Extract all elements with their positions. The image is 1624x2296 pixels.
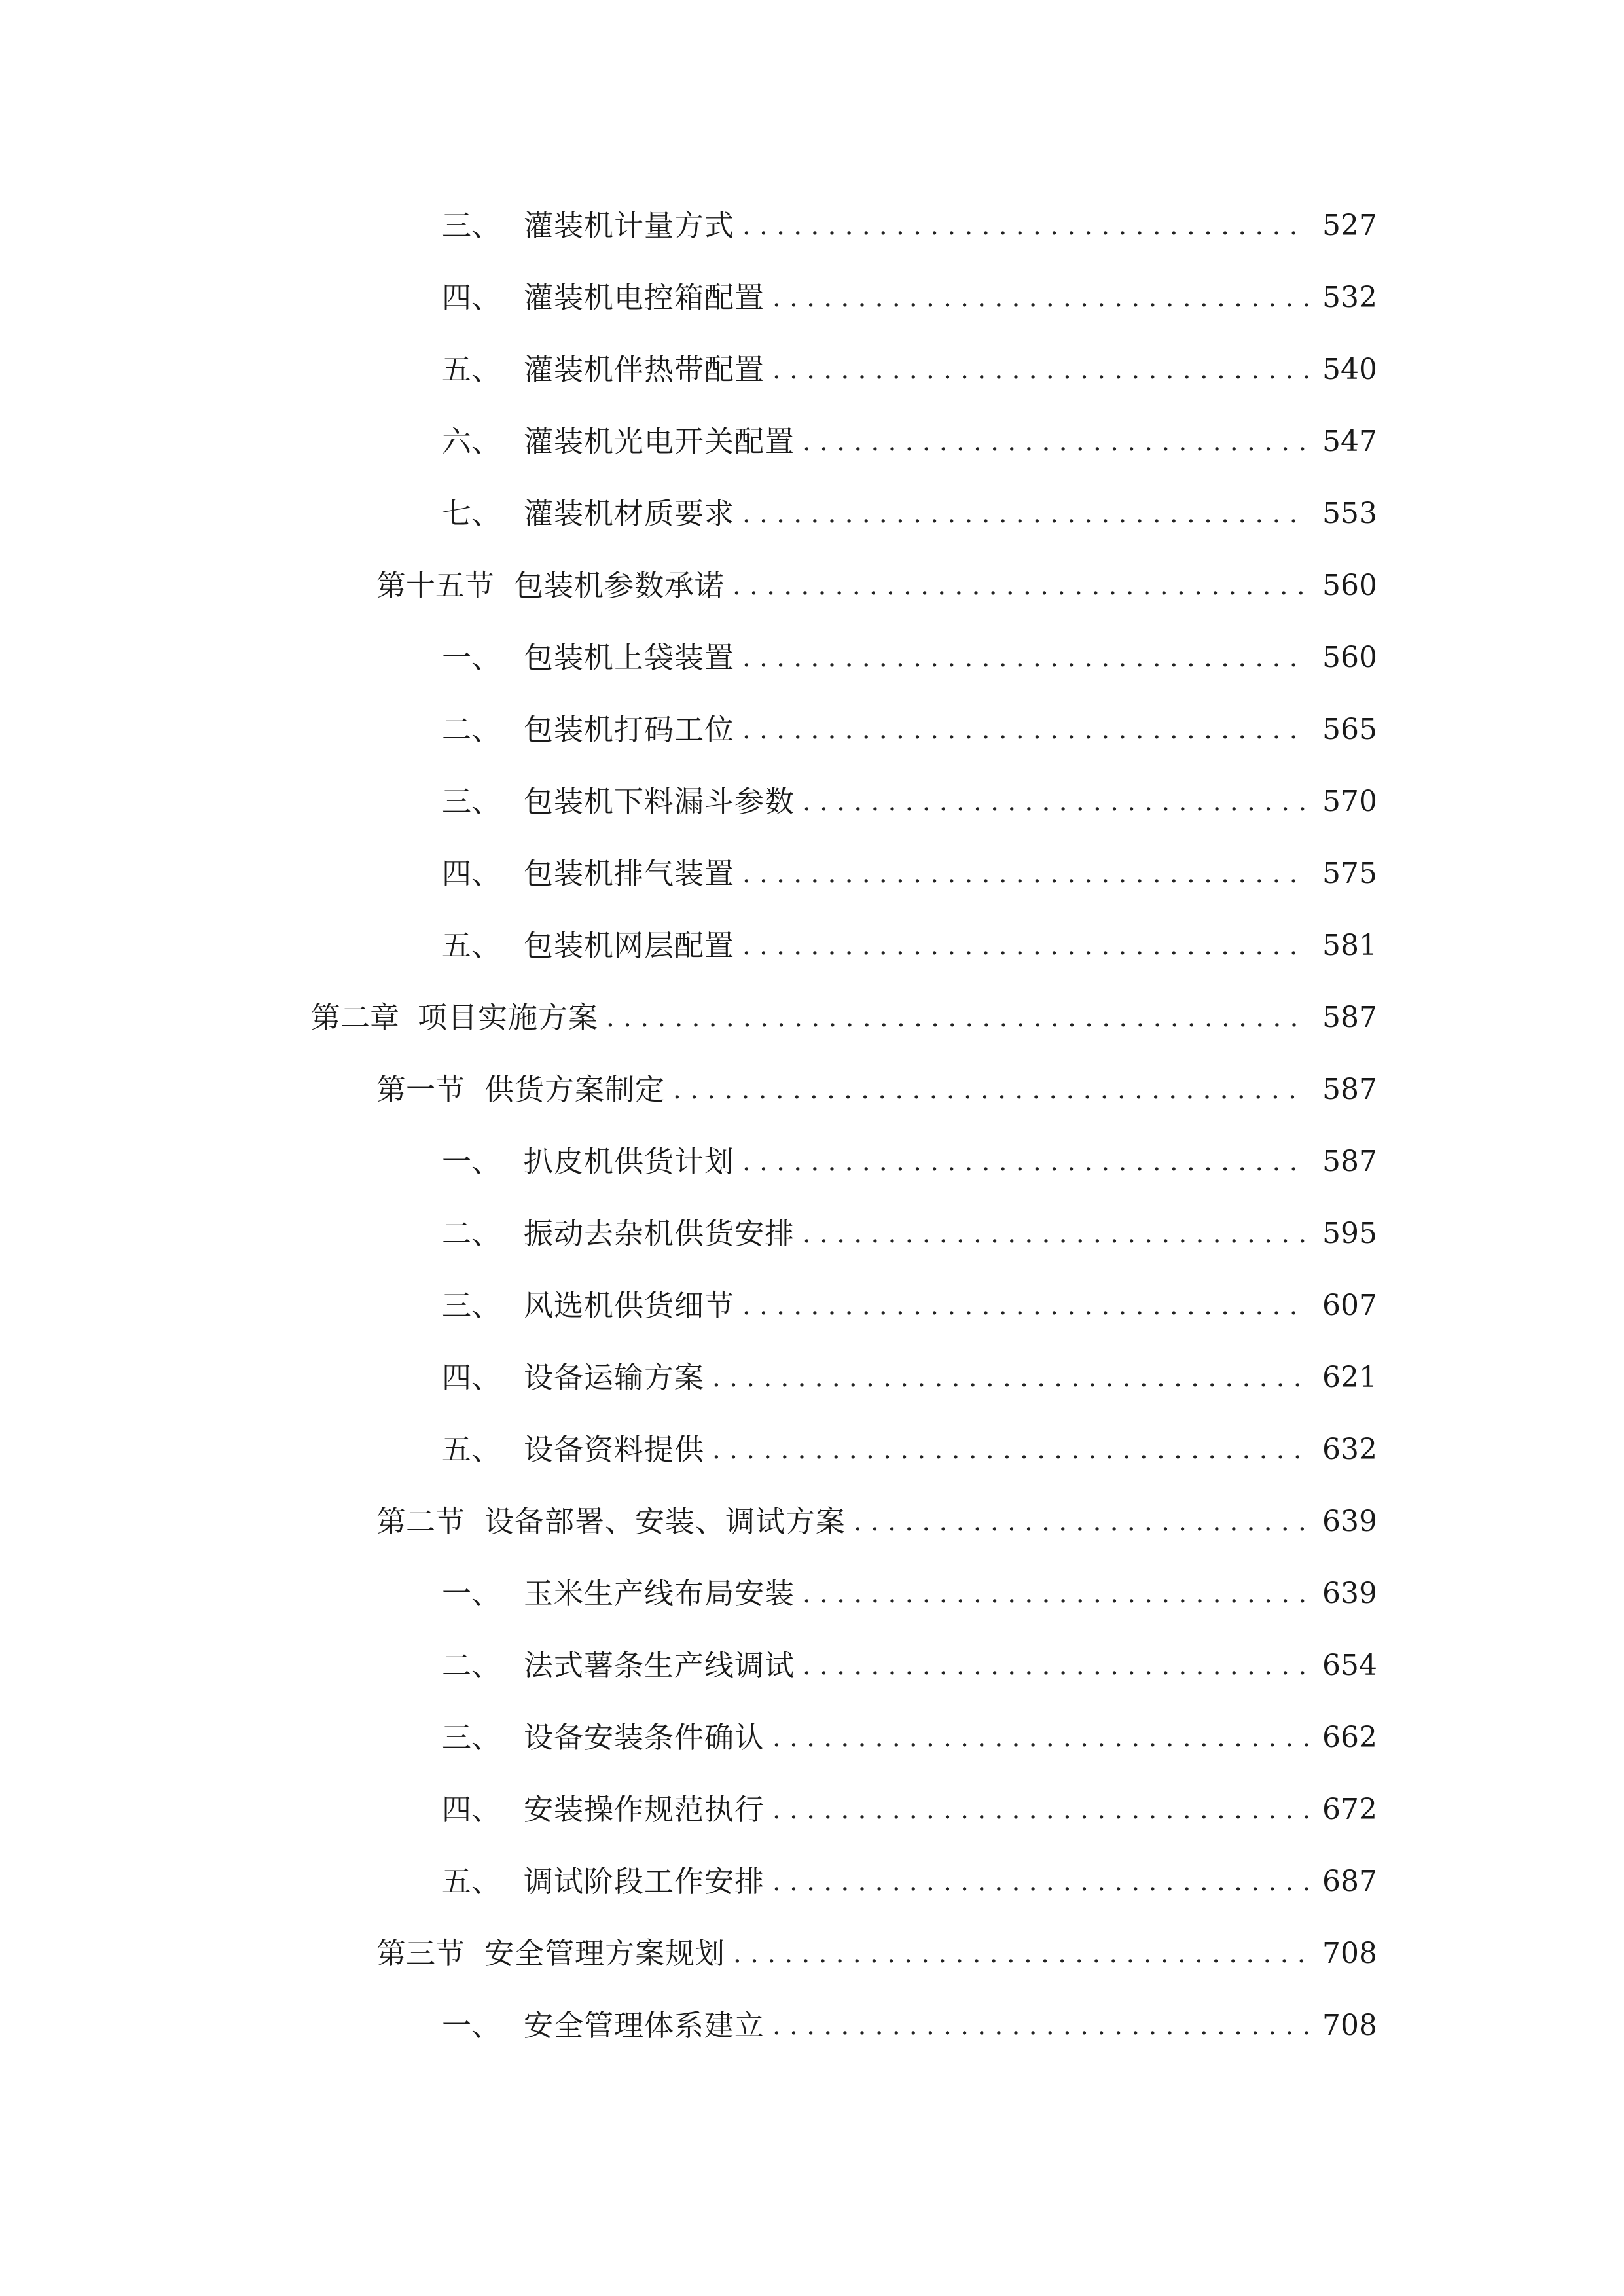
toc-entry-number: 第二章 [311, 1000, 400, 1035]
toc-entry-number: 第二节 [376, 1504, 465, 1539]
toc-entry-page: 587 [1322, 1073, 1377, 1106]
toc-entry-number: 四、 [442, 856, 501, 891]
toc-entry[interactable] [442, 1208, 1377, 1260]
toc-entry-number: 二、 [442, 1648, 501, 1683]
toc-entry-number: 一、 [442, 1576, 501, 1611]
toc-entry-number: 六、 [442, 424, 501, 459]
toc-dot-leader [606, 992, 1308, 1044]
toc-entry[interactable] [442, 1856, 1377, 1908]
toc-entry-number: 二、 [442, 1216, 501, 1251]
toc-entry-number: 五、 [442, 352, 501, 387]
toc-entry-page: 708 [1322, 1937, 1377, 1970]
toc-entry-page: 565 [1322, 713, 1377, 746]
toc-entry[interactable] [442, 632, 1377, 684]
toc-entry-page: 560 [1322, 569, 1377, 602]
toc-entry-title: 设备部署、安装、调试方案 [484, 1504, 846, 1539]
toc-entry[interactable] [442, 1280, 1377, 1332]
toc-entry-page: 547 [1322, 425, 1377, 458]
toc-entry[interactable] [442, 848, 1377, 900]
toc-entry-page: 632 [1322, 1433, 1377, 1466]
toc-entry-title: 法式薯条生产线调试 [524, 1648, 795, 1683]
toc-section-entry[interactable] [376, 560, 1377, 612]
toc-dot-leader [803, 1208, 1308, 1260]
toc-dot-leader [772, 1856, 1308, 1908]
toc-dot-leader [803, 776, 1308, 828]
toc-dot-leader [712, 1424, 1308, 1476]
toc-entry-page: 607 [1322, 1289, 1377, 1322]
toc-entry-page: 540 [1322, 353, 1377, 386]
toc-entry-title: 扒皮机供货计划 [524, 1144, 735, 1179]
toc-entry-number: 四、 [442, 1360, 501, 1395]
toc-entry-page: 654 [1322, 1649, 1377, 1682]
toc-entry-title: 设备资料提供 [524, 1432, 705, 1467]
toc-entry-title: 玉米生产线布局安装 [524, 1576, 795, 1611]
toc-dot-leader [803, 1568, 1308, 1620]
toc-entry[interactable] [442, 200, 1377, 252]
toc-entry-title: 设备运输方案 [524, 1360, 705, 1395]
toc-entry-title: 包装机下料漏斗参数 [524, 784, 795, 819]
toc-entry-page: 639 [1322, 1505, 1377, 1538]
toc-dot-leader [742, 704, 1308, 756]
toc-entry-page: 672 [1322, 1793, 1377, 1826]
toc-entry-page: 708 [1322, 2009, 1377, 2042]
toc-dot-leader [732, 560, 1308, 612]
toc-entry-title: 供货方案制定 [484, 1072, 666, 1107]
toc-dot-leader [742, 920, 1308, 972]
toc-chapter-entry[interactable] [311, 992, 1377, 1044]
toc-section-entry[interactable] [376, 1928, 1377, 1980]
toc-entry-number: 三、 [442, 1288, 501, 1323]
toc-entry-title: 包装机排气装置 [524, 856, 735, 891]
toc-dot-leader [733, 1928, 1308, 1980]
toc-entry-page: 581 [1322, 929, 1377, 962]
toc-entry-number: 第十五节 [376, 568, 495, 603]
toc-entry-page: 527 [1322, 209, 1377, 242]
toc-dot-leader [742, 488, 1308, 540]
toc-entry[interactable] [442, 704, 1377, 756]
toc-dot-leader [742, 632, 1308, 684]
toc-entry-title: 灌装机光电开关配置 [524, 424, 795, 459]
toc-entry[interactable] [442, 1568, 1377, 1620]
toc-entry-number: 一、 [442, 640, 501, 675]
toc-entry[interactable] [442, 2000, 1377, 2052]
toc-entry-title: 包装机打码工位 [524, 712, 735, 747]
toc-entry-title: 项目实施方案 [418, 1000, 599, 1035]
toc-dot-leader [673, 1064, 1308, 1116]
toc-entry-number: 五、 [442, 1432, 501, 1467]
toc-entry-title: 灌装机电控箱配置 [524, 280, 765, 315]
toc-entry-number: 第一节 [376, 1072, 465, 1107]
toc-dot-leader [772, 344, 1308, 396]
toc-entry-title: 安全管理体系建立 [524, 2008, 765, 2043]
toc-entry[interactable] [442, 1352, 1377, 1404]
toc-entry[interactable] [442, 1424, 1377, 1476]
toc-entry[interactable] [442, 1784, 1377, 1836]
toc-entry-number: 二、 [442, 712, 501, 747]
toc-entry-page: 687 [1322, 1865, 1377, 1898]
toc-dot-leader [742, 1136, 1308, 1188]
toc-entry-number: 一、 [442, 2008, 501, 2043]
toc-entry-page: 587 [1322, 1001, 1377, 1034]
toc-entry-title: 包装机上袋装置 [524, 640, 735, 675]
toc-entry[interactable] [442, 776, 1377, 828]
toc-entry[interactable] [442, 272, 1377, 324]
toc-entry-page: 662 [1322, 1721, 1377, 1754]
toc-entry-page: 553 [1322, 497, 1377, 530]
toc-entry-title: 调试阶段工作安排 [524, 1864, 765, 1899]
toc-entry-number: 一、 [442, 1144, 501, 1179]
toc-dot-leader [712, 1352, 1308, 1404]
toc-dot-leader [772, 2000, 1308, 2052]
toc-entry-number: 三、 [442, 784, 501, 819]
toc-entry-number: 七、 [442, 496, 501, 531]
toc-entry[interactable] [442, 1136, 1377, 1188]
toc-entry[interactable] [442, 344, 1377, 396]
toc-dot-leader [772, 1784, 1308, 1836]
toc-entry-page: 639 [1322, 1577, 1377, 1610]
toc-entry-title: 灌装机材质要求 [524, 496, 735, 531]
toc-entry-page: 621 [1322, 1361, 1377, 1394]
toc-entry-number: 三、 [442, 208, 501, 243]
toc-dot-leader [742, 1280, 1308, 1332]
toc-entry-title: 灌装机计量方式 [524, 208, 735, 243]
toc-entry-title: 灌装机伴热带配置 [524, 352, 765, 387]
toc-entry-number: 四、 [442, 1792, 501, 1827]
toc-entry[interactable] [442, 920, 1377, 972]
toc-entry[interactable] [442, 1712, 1377, 1764]
toc-entry-page: 560 [1322, 641, 1377, 674]
toc-entry[interactable] [442, 1640, 1377, 1692]
toc-entry-number: 三、 [442, 1720, 501, 1755]
toc-dot-leader [854, 1496, 1308, 1548]
toc-entry-number: 五、 [442, 928, 501, 963]
toc-entry-page: 595 [1322, 1217, 1377, 1250]
toc-dot-leader [742, 848, 1308, 900]
toc-dot-leader [772, 272, 1308, 324]
toc-dot-leader [742, 200, 1308, 252]
toc-entry-title: 包装机网层配置 [524, 928, 735, 963]
toc-entry-page: 587 [1322, 1145, 1377, 1178]
toc-entry-number: 四、 [442, 280, 501, 315]
toc-entry-title: 风选机供货细节 [524, 1288, 735, 1323]
toc-entry-title: 振动去杂机供货安排 [524, 1216, 795, 1251]
toc-section-entry[interactable] [376, 1496, 1377, 1548]
toc-entry-page: 570 [1322, 785, 1377, 818]
toc-entry-number: 五、 [442, 1864, 501, 1899]
toc-dot-leader [803, 1640, 1308, 1692]
toc-entry-title: 安全管理方案规划 [484, 1936, 726, 1971]
toc-entry[interactable] [442, 488, 1377, 540]
toc-dot-leader [803, 416, 1308, 468]
toc-entry-number: 第三节 [376, 1936, 465, 1971]
toc-dot-leader [772, 1712, 1308, 1764]
toc-entry-page: 532 [1322, 281, 1377, 314]
toc-entry[interactable] [442, 416, 1377, 468]
toc-entry-title: 包装机参数承诺 [514, 568, 725, 603]
toc-entry-page: 575 [1322, 857, 1377, 890]
toc-entry-title: 设备安装条件确认 [524, 1720, 765, 1755]
toc-entry-title: 安装操作规范执行 [524, 1792, 765, 1827]
toc-section-entry[interactable] [376, 1064, 1377, 1116]
